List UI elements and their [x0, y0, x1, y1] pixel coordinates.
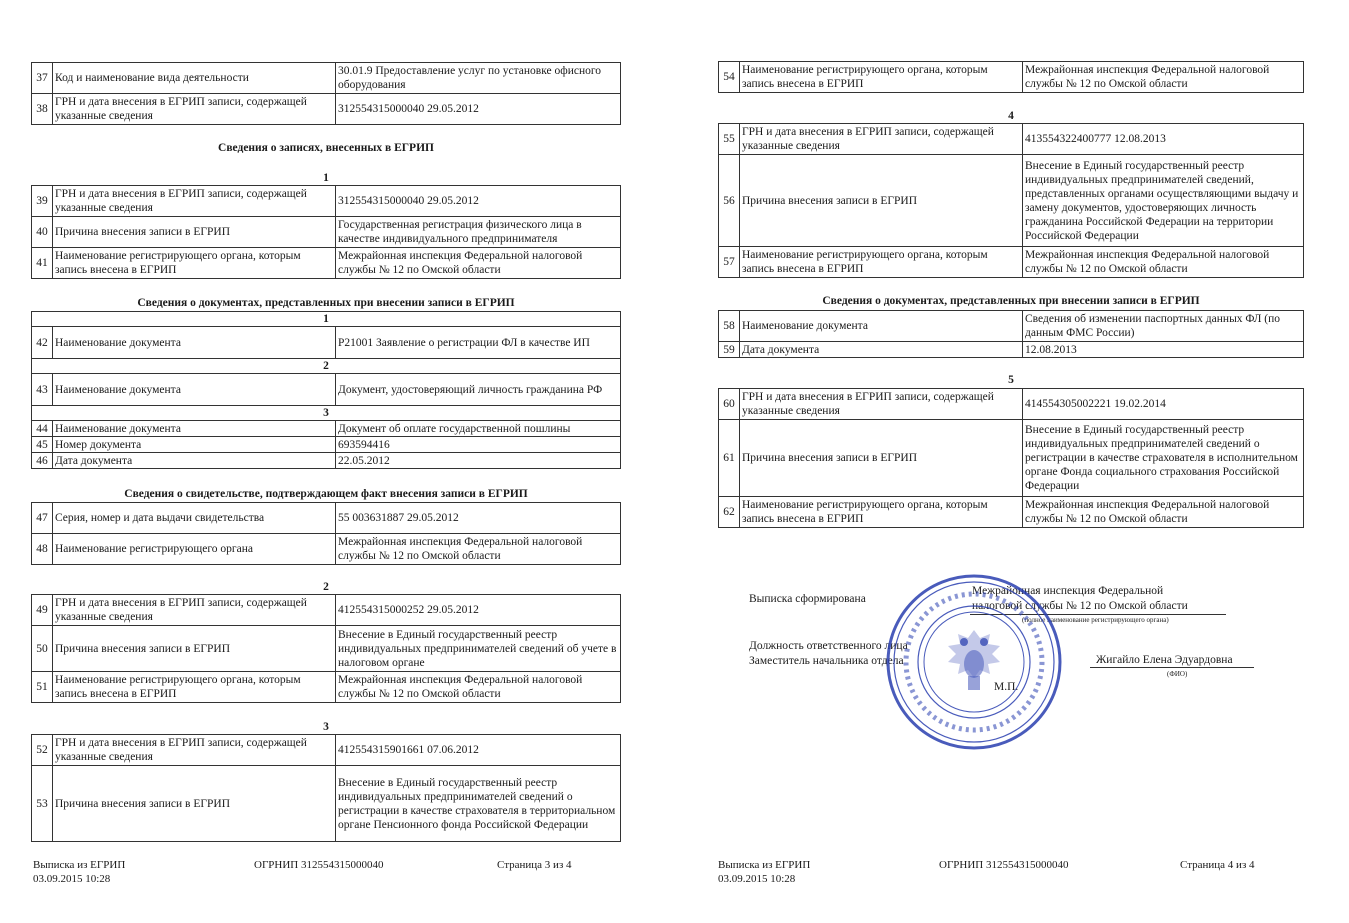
authority-caption: (полное наименование регистрирующего органа): [1022, 616, 1169, 624]
registering-authority-line1: Межрайонная инспекция Федеральной: [972, 585, 1164, 597]
row-number: 49: [32, 595, 53, 626]
table-row: [32, 63, 621, 94]
table-rows-60-62: [718, 388, 1304, 528]
row-label: Наименование документа: [53, 327, 336, 359]
table-row: [32, 766, 621, 842]
table-documents: [31, 311, 621, 469]
document-group-number: 3: [32, 406, 621, 421]
row-value: Документ об оплате государственной пошлины: [336, 421, 621, 437]
table-row: [719, 389, 1304, 420]
table-row: [719, 497, 1304, 528]
table-row: [719, 420, 1304, 497]
row-number: 37: [32, 63, 53, 94]
row-number: 48: [32, 534, 53, 565]
row-value: Р21001 Заявление о регистрации ФЛ в качестве ИП: [336, 327, 621, 359]
table-row: [32, 374, 621, 406]
row-label: ГРН и дата внесения в ЕГРИП записи, содержащей указанные сведения: [53, 186, 336, 217]
page-left: [0, 0, 660, 923]
row-value: 312554315000040 29.05.2012: [336, 94, 621, 125]
row-value: Внесение в Единый государственный реестр индивидуальных предпринимателей сведений об учете в налоговом органе: [336, 626, 621, 672]
row-value: 413554322400777 12.08.2013: [1023, 124, 1304, 155]
record-group-number: 3: [323, 721, 329, 733]
footer-document-name: Выписка из ЕГРИП: [33, 859, 126, 871]
row-label: Наименование документа: [53, 374, 336, 406]
table-row: [32, 626, 621, 672]
document-group-number: 2: [32, 359, 621, 374]
table-rows-37-38: [31, 62, 621, 125]
row-label: ГРН и дата внесения в ЕГРИП записи, содержащей указанные сведения: [740, 389, 1023, 420]
table-row: [32, 672, 621, 703]
row-value: Межрайонная инспекция Федеральной налоговой службы № 12 по Омской области: [336, 534, 621, 565]
registering-authority-line2: налоговой службы № 12 по Омской области: [972, 600, 1188, 612]
row-label: Серия, номер и дата выдачи свидетельства: [53, 503, 336, 534]
row-number: 52: [32, 735, 53, 766]
row-label: Причина внесения записи в ЕГРИП: [53, 626, 336, 672]
formed-by-label: Выписка сформирована: [749, 593, 866, 605]
row-label: Причина внесения записи в ЕГРИП: [53, 217, 336, 248]
footer-date: 03.09.2015 10:28: [33, 873, 111, 885]
position-value: Заместитель начальника отдела: [749, 655, 904, 667]
table-row: [719, 155, 1304, 247]
footer-page-number: Страница 4 из 4: [1180, 859, 1255, 871]
row-value: 414554305002221 19.02.2014: [1023, 389, 1304, 420]
row-value: Межрайонная инспекция Федеральной налоговой службы № 12 по Омской области: [336, 248, 621, 279]
table-row: [32, 453, 621, 469]
row-number: 60: [719, 389, 740, 420]
page-right: [660, 0, 1349, 923]
footer-date: 03.09.2015 10:28: [718, 873, 796, 885]
table-row: [32, 421, 621, 437]
table-row: [32, 735, 621, 766]
row-label: Наименование регистрирующего органа, которым запись внесена в ЕГРИП: [740, 497, 1023, 528]
table-row: [719, 342, 1304, 358]
row-number: 58: [719, 311, 740, 342]
responsible-person-name: Жигайло Елена Эдуардовна: [1096, 654, 1233, 666]
row-label: Наименование регистрирующего органа: [53, 534, 336, 565]
row-label: ГРН и дата внесения в ЕГРИП записи, содержащей указанные сведения: [740, 124, 1023, 155]
row-number: 50: [32, 626, 53, 672]
record-group-number: 4: [1008, 110, 1014, 122]
row-number: 41: [32, 248, 53, 279]
row-label: Дата документа: [740, 342, 1023, 358]
row-label: ГРН и дата внесения в ЕГРИП записи, содержащей указанные сведения: [53, 735, 336, 766]
table-row-54: [718, 61, 1304, 93]
footer-document-name: Выписка из ЕГРИП: [718, 859, 811, 871]
table-row: [32, 94, 621, 125]
row-value: Сведения об изменении паспортных данных ФЛ (по данным ФМС России): [1023, 311, 1304, 342]
row-number: 57: [719, 247, 740, 278]
table-row: [32, 217, 621, 248]
row-label: Код и наименование вида деятельности: [53, 63, 336, 94]
row-value: Внесение в Единый государственный реестр индивидуальных предпринимателей сведений, представленных органами осуществляющими выдачу и замену документов, удостоверяющих личность гражданина Российской Федерации на территории Российской Федерации: [1023, 155, 1304, 247]
row-value: 412554315000252 29.05.2012: [336, 595, 621, 626]
row-label: Дата документа: [53, 453, 336, 469]
row-number: 62: [719, 497, 740, 528]
row-value: Межрайонная инспекция Федеральной налоговой службы № 12 по Омской области: [1023, 62, 1304, 93]
record-group-number: 2: [323, 581, 329, 593]
footer-ogrnip: ОГРНИП 312554315000040: [939, 859, 1069, 871]
table-rows-49-51: [31, 594, 621, 703]
row-number: 40: [32, 217, 53, 248]
certificate-section-title: Сведения о свидетельстве, подтверждающем факт внесения записи в ЕГРИП: [124, 488, 528, 500]
row-number: 56: [719, 155, 740, 247]
row-number: 55: [719, 124, 740, 155]
row-value: Внесение в Единый государственный реестр индивидуальных предпринимателей сведений о регистрации в качестве страхователя в территориальном органе Пенсионного фонда Российской Федерации: [336, 766, 621, 842]
document-group-number: 1: [32, 312, 621, 327]
row-label: Наименование регистрирующего органа, которым запись внесена в ЕГРИП: [740, 62, 1023, 93]
row-label: ГРН и дата внесения в ЕГРИП записи, содержащей указанные сведения: [53, 595, 336, 626]
row-number: 43: [32, 374, 53, 406]
table-row: [719, 311, 1304, 342]
name-underline: [1090, 667, 1254, 668]
row-label: ГРН и дата внесения в ЕГРИП записи, содержащей указанные сведения: [53, 94, 336, 125]
table-row: [32, 437, 621, 453]
row-value: Документ, удостоверяющий личность гражданина РФ: [336, 374, 621, 406]
row-value: Межрайонная инспекция Федеральной налоговой службы № 12 по Омской области: [1023, 497, 1304, 528]
table-row: [32, 534, 621, 565]
table-rows-55-57: [718, 123, 1304, 278]
row-number: 46: [32, 453, 53, 469]
row-number: 47: [32, 503, 53, 534]
table-rows-58-59: [718, 310, 1304, 358]
records-section-title: Сведения о записях, внесенных в ЕГРИП: [218, 142, 434, 154]
table-row: [32, 595, 621, 626]
table-row: [32, 503, 621, 534]
row-value: 30.01.9 Предоставление услуг по установке офисного оборудования: [336, 63, 621, 94]
row-label: Причина внесения записи в ЕГРИП: [740, 420, 1023, 497]
record-group-number: 1: [323, 172, 329, 184]
footer-page-number: Страница 3 из 4: [497, 859, 572, 871]
row-value: 55 003631887 29.05.2012: [336, 503, 621, 534]
row-label: Наименование документа: [740, 311, 1023, 342]
table-row: [719, 62, 1304, 93]
row-number: 44: [32, 421, 53, 437]
row-value: Межрайонная инспекция Федеральной налоговой службы № 12 по Омской области: [1023, 247, 1304, 278]
row-label: Номер документа: [53, 437, 336, 453]
row-value: Внесение в Единый государственный реестр индивидуальных предпринимателей сведений о регистрации в качестве страхователя в исполнительном органе Фонда социального страхования Российской Федерации: [1023, 420, 1304, 497]
row-label: Наименование регистрирующего органа, которым запись внесена в ЕГРИП: [740, 247, 1023, 278]
seal-place-label: М.П.: [994, 681, 1019, 693]
row-number: 38: [32, 94, 53, 125]
row-number: 42: [32, 327, 53, 359]
table-rows-47-48: [31, 502, 621, 565]
row-number: 45: [32, 437, 53, 453]
documents-section-title: Сведения о документах, представленных при внесении записи в ЕГРИП: [822, 295, 1200, 307]
row-number: 61: [719, 420, 740, 497]
table-rows-39-41: [31, 185, 621, 279]
row-label: Наименование регистрирующего органа, которым запись внесена в ЕГРИП: [53, 672, 336, 703]
name-caption: (ФИО): [1167, 670, 1188, 678]
table-row: [719, 124, 1304, 155]
row-number: 53: [32, 766, 53, 842]
table-row: [32, 327, 621, 359]
table-rows-52-53: [31, 734, 621, 842]
row-number: 51: [32, 672, 53, 703]
row-number: 59: [719, 342, 740, 358]
row-number: 54: [719, 62, 740, 93]
row-label: Наименование регистрирующего органа, которым запись внесена в ЕГРИП: [53, 248, 336, 279]
row-label: Причина внесения записи в ЕГРИП: [740, 155, 1023, 247]
row-value: 693594416: [336, 437, 621, 453]
table-row: [32, 186, 621, 217]
row-number: 39: [32, 186, 53, 217]
table-row: [719, 247, 1304, 278]
documents-section-title: Сведения о документах, представленных при внесении записи в ЕГРИП: [137, 297, 515, 309]
position-label: Должность ответственного лица: [749, 640, 908, 652]
record-group-number: 5: [1008, 374, 1014, 386]
row-label: Причина внесения записи в ЕГРИП: [53, 766, 336, 842]
row-label: Наименование документа: [53, 421, 336, 437]
official-stamp-icon: [884, 572, 1064, 752]
row-value: 12.08.2013: [1023, 342, 1304, 358]
row-value: 22.05.2012: [336, 453, 621, 469]
row-value: Государственная регистрация физического лица в качестве индивидуального предпринимателя: [336, 217, 621, 248]
table-row: [32, 248, 621, 279]
row-value: Межрайонная инспекция Федеральной налоговой службы № 12 по Омской области: [336, 672, 621, 703]
row-value: 412554315901661 07.06.2012: [336, 735, 621, 766]
footer-ogrnip: ОГРНИП 312554315000040: [254, 859, 384, 871]
row-value: 312554315000040 29.05.2012: [336, 186, 621, 217]
